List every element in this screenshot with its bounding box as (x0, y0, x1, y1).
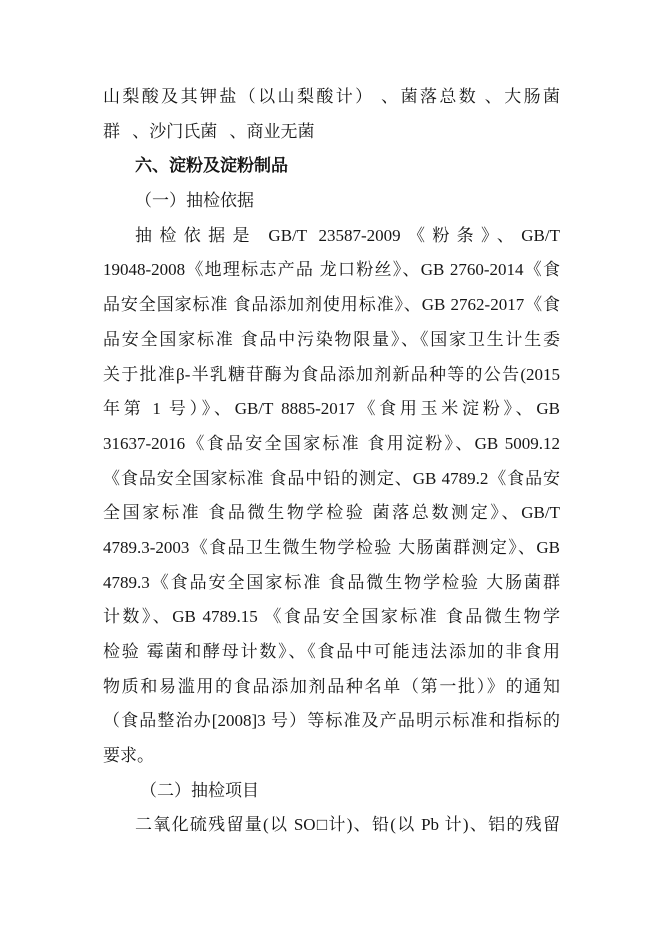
basis-line-10: 4789.3-2003《食品卫生微生物学检验 大肠菌群测定》、GB (103, 537, 560, 557)
basis-line-13: 检验 霉菌和酵母计数》、《食品中可能违法添加的非食用 (103, 642, 560, 661)
basis-line-15: （食品整治办[2008]3 号）等标准及产品明示标准和指标的 (103, 711, 560, 731)
continuation-line-1: 山梨酸及其钾盐（以山梨酸计） 、菌落总数 、大肠菌 (103, 87, 560, 106)
basis-line-1: 抽检依据是 GB/T 23587-2009《粉条》、GB/T (135, 225, 560, 245)
basis-line-4: 品安全国家标准 食品中污染物限量》、《国家卫生计生委 (103, 329, 560, 349)
basis-line-6: 年第 1 号）》、GB/T 8885-2017《食用玉米淀粉》、GB (103, 399, 560, 419)
document-body (103, 80, 560, 843)
items-heading: （二）抽检项目 (140, 780, 259, 800)
basis-line-12: 计数》、GB 4789.15 《食品安全国家标准 食品微生物学 (103, 607, 560, 627)
basis-line-5: 关于批准β-半乳糖苷酶为食品添加剂新品种等的公告(2015 (103, 364, 560, 384)
basis-line-16: 要求。 (103, 746, 154, 766)
basis-line-2: 19048-2008《地理标志产品 龙口粉丝》、GB 2760-2014《食 (103, 260, 560, 280)
basis-line-9: 全国家标准 食品微生物学检验 菌落总数测定》、GB/T (103, 503, 560, 523)
continuation-line-2: 群 、沙门氏菌 、商业无菌 (103, 121, 315, 141)
basis-line-3: 品安全国家标准 食品添加剂使用标准》、GB 2762-2017《食 (103, 295, 560, 315)
section-heading: 六、淀粉及淀粉制品 (135, 156, 288, 176)
basis-heading: （一）抽检依据 (135, 191, 254, 211)
basis-line-8: 《食品安全国家标准 食品中铅的测定、GB 4789.2《食品安 (103, 468, 560, 488)
items-line-1: 二氧化硫残留量(以 SO□计)、铅(以 Pb 计)、铝的残留 (135, 815, 560, 835)
basis-line-14: 物质和易滥用的食品添加剂品种名单（第一批）》的通知 (103, 676, 560, 696)
basis-line-11: 4789.3《食品安全国家标准 食品微生物学检验 大肠菌群 (103, 572, 560, 592)
basis-line-7: 31637-2016《食品安全国家标准 食用淀粉》、GB 5009.12 (103, 433, 560, 453)
